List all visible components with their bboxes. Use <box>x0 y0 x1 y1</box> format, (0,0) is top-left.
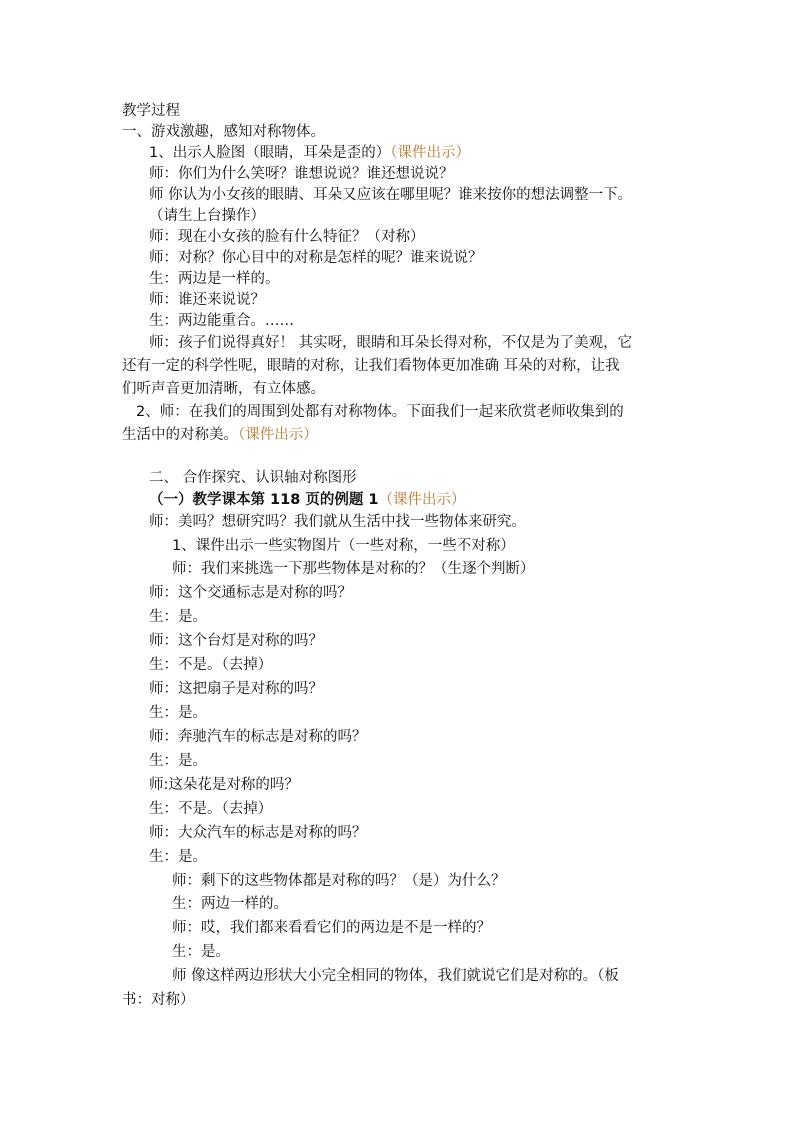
text-line: 师：这个台灯是对称的吗？ <box>149 633 323 649</box>
text-line: 师：你们为什么笑呀？谁想说说？谁还想说说？ <box>149 166 454 182</box>
text-line: 生：不是。（去掉） <box>149 801 273 817</box>
text-line: 还有一定的科学性呢，眼睛的对称，让我们看物体更加准确 耳朵的对称，让我 <box>122 358 620 374</box>
text-line: 师：这把扇子是对称的吗？ <box>149 681 323 697</box>
text-line: 生：是。 <box>149 849 207 865</box>
text-line: 1、出示人脸图（眼睛，耳朵是歪的）（课件出示） <box>149 145 470 161</box>
text-line: 生：是。 <box>149 753 207 769</box>
text-line: 师：对称？你心目中的对称是怎样的呢？谁来说说？ <box>149 250 483 266</box>
text-line: 师：谁还来说说？ <box>149 292 265 308</box>
text-line: 师 你认为小女孩的眼睛、耳朵又应该在哪里呢？谁来按你的想法调整一下。 <box>149 187 633 203</box>
text-line: 书：对称） <box>122 992 195 1008</box>
text-line: 师：孩子们说得真好！ 其实呀，眼睛和耳朵长得对称，不仅是为了美观，它 <box>149 335 633 351</box>
text-line: 生活中的对称美。（课件出示） <box>122 427 318 443</box>
text-line: 生：两边是一样的。 <box>149 271 280 287</box>
text-line: 生：是。 <box>149 705 207 721</box>
subsection-heading: （一）教学课本第 118 页的例题 1（课件出示） <box>149 492 466 508</box>
text-line: 师：哎，我们都来看看它们的两边是不是一样的？ <box>172 920 491 936</box>
text-line: 生：不是。（去掉） <box>149 657 273 673</box>
text-line: 师：美吗？想研究吗？我们就从生活中找一些物体来研究。 <box>149 514 526 530</box>
text-line: 生：是。 <box>149 609 207 625</box>
text-line: 师：奔驰汽车的标志是对称的吗？ <box>149 729 367 745</box>
text-line: 师：这个交通标志是对称的吗？ <box>149 585 352 601</box>
text-line: 生：两边能重合。…… <box>149 313 294 329</box>
text-line: 师：我们来挑选一下那些物体是对称的？（生逐个判断） <box>172 561 535 577</box>
text-line: 1、课件出示一些实物图片（一些对称，一些不对称） <box>172 538 515 554</box>
text-line: 生：两边一样的。 <box>172 896 288 912</box>
text-line: 师：现在小女孩的脸有什么特征？（对称） <box>149 229 425 245</box>
text-line: 师：剩下的这些物体都是对称的吗？（是）为什么？ <box>172 873 506 889</box>
text-line: 生：是。 <box>172 944 230 960</box>
text-line: 师 像这样两边形状大小完全相同的物体，我们就说它们是对称的。（板 <box>172 968 619 984</box>
text-line: 2、师：在我们的周围到处都有对称物体。下面我们一起来欣赏老师收集到的 <box>136 404 624 420</box>
text-line: 师:这朵花是对称的吗？ <box>149 777 299 793</box>
section-heading: 二、 合作探究、认识轴对称图形 <box>149 470 357 486</box>
text-line: 们听声音更加清晰，有立体感。 <box>122 381 325 397</box>
section-heading: 一、游戏激趣，感知对称物体。 <box>122 124 325 140</box>
text-line: 师：大众汽车的标志是对称的吗？ <box>149 825 367 841</box>
section-heading: 教学过程 <box>122 103 180 119</box>
text-line: （请生上台操作） <box>149 208 265 224</box>
